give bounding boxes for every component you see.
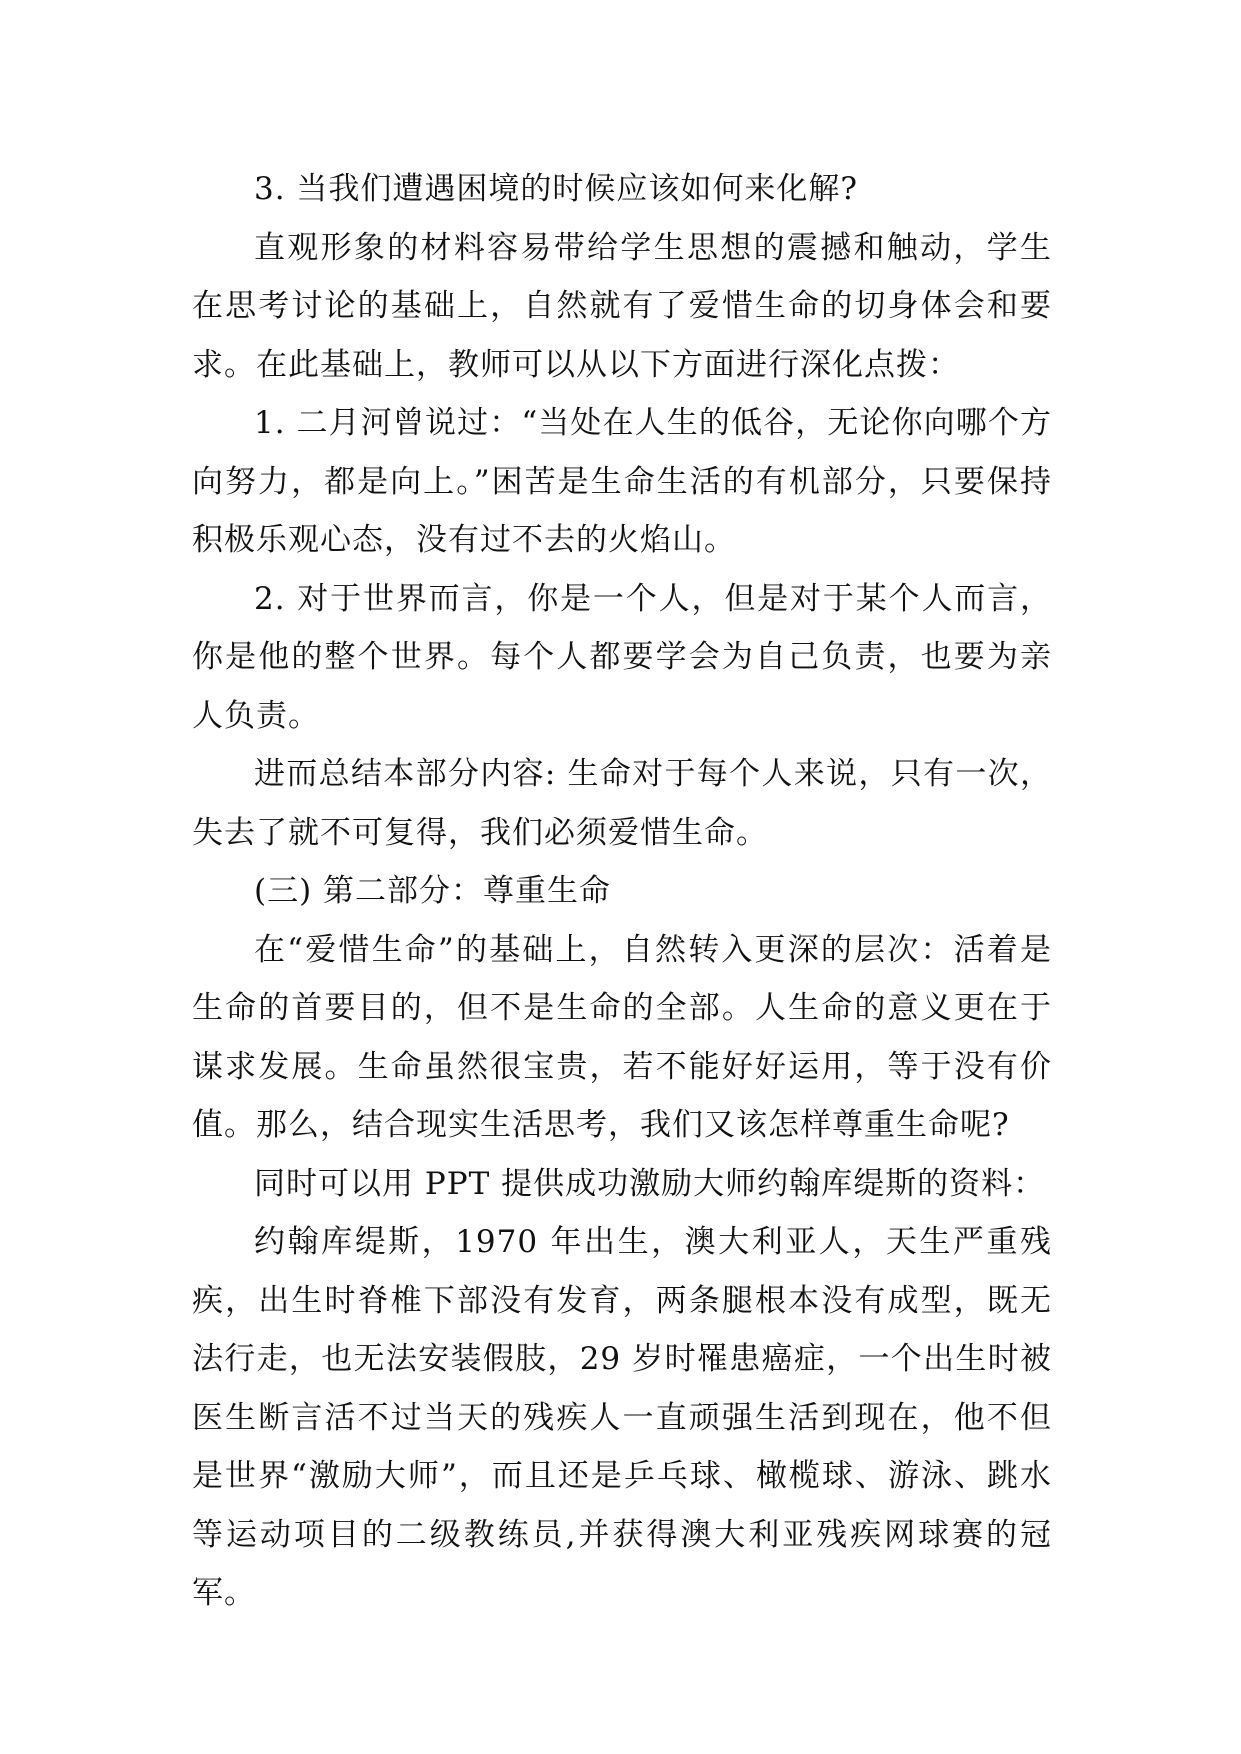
paragraph-intro: 直观形象的材料容易带给学生思想的震撼和触动，学生在思考讨论的基础上，自然就有了爱惜生命的切身体会和要求。在此基础上，教师可以从以下方面进行深化点拨： — [192, 229, 1052, 383]
document-body — [192, 160, 1052, 1623]
paragraph-point-2: 2. 对于世界而言，你是一个人，但是对于某个人而言，你是他的整个世界。每个人都要学会为自己负责，也要为亲人负责。 — [192, 580, 1052, 734]
paragraph-nick-vujicic: 约翰库缇斯，1970 年出生，澳大利亚人，天生严重残疾，出生时脊椎下部没有发育，两条腿根本没有成型，既无法行走，也无法安装假肢，29 岁时罹患癌症，一个出生时被医生断言活不过当天的残疾人一直顽强生活到现在，他不但是世界“激励大师”，而且还是乒乓球、橄榄球、游泳、跳水等运动项目的二级教练员,并获得澳大利亚残疾网球赛的冠军。 — [192, 1224, 1052, 1611]
paragraph-ppt-note: 同时可以用 PPT 提供成功激励大师约翰库缇斯的资料： — [254, 1165, 1046, 1202]
paragraph-respect-life: 在“爱惜生命”的基础上，自然转入更深的层次：活着是生命的首要目的，但不是生命的全部。人生命的意义更在于谋求发展。生命虽然很宝贵，若不能好好运用，等于没有价值。那么，结合现实生活思考，我们又该怎样尊重生命呢? — [192, 931, 1052, 1143]
paragraph-point-1: 1. 二月河曾说过：“当处在人生的低谷，无论你向哪个方向努力，都是向上。”困苦是生命生活的有机部分，只要保持积极乐观心态，没有过不去的火焰山。 — [192, 405, 1052, 558]
section-heading: (三) 第二部分：尊重生命 — [254, 873, 612, 909]
paragraph-question-3: 3. 当我们遭遇困境的时候应该如何来化解? — [254, 171, 859, 207]
paragraph-summary: 进而总结本部分内容: 生命对于每个人来说，只有一次，失去了就不可复得，我们必须爱惜生命。 — [192, 756, 1052, 851]
